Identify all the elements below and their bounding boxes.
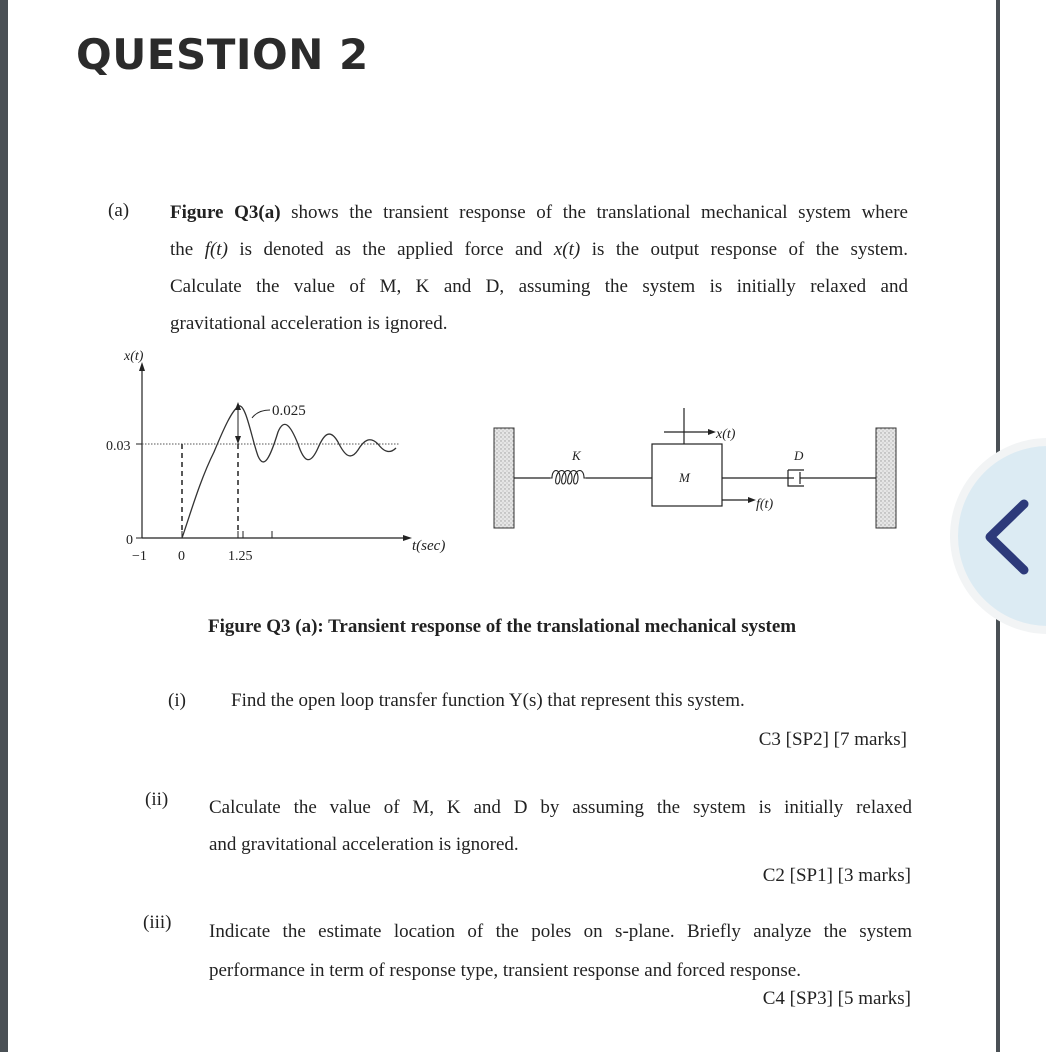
paragraph-line: the f(t) is denoted as the applied force and x(t) is the output response of the system. [170, 239, 909, 260]
spring [550, 471, 586, 485]
force-arrow [748, 497, 756, 503]
x-tick-label: 1.25 [228, 549, 253, 564]
right-wall [876, 428, 896, 528]
question-line: and gravitational acceleration is ignored. [209, 834, 519, 855]
mechanical-diagram [488, 400, 900, 540]
chevron-left-icon [976, 496, 1036, 578]
overshoot-arrow-bottom [235, 436, 241, 444]
question-line: Find the open loop transfer function Y(s) that represent this system. [231, 690, 745, 711]
displacement-label: x(t) [716, 427, 736, 442]
part-a-label: (a) [108, 200, 130, 221]
question-line: Calculate the value of M, K and D by assuming the system is initially relaxed [209, 797, 912, 818]
question-marks: C3 [SP2] [7 marks] [758, 729, 907, 750]
question-text [231, 690, 745, 712]
mass-label: M [679, 470, 690, 485]
page-title: QUESTION 2 [76, 30, 369, 79]
x-tick-label: −1 [132, 549, 147, 564]
y-tick-label: 0.03 [106, 439, 131, 454]
question-text [209, 789, 912, 863]
peak-label-leader [252, 410, 270, 418]
question-number: (ii) [145, 789, 169, 810]
question-number: (i) [168, 690, 186, 711]
part-a-paragraph [170, 194, 908, 342]
question-text [209, 912, 912, 990]
x-axis-arrow [403, 535, 412, 541]
displacement-arrow [708, 429, 716, 435]
question-line: performance in term of response type, transient response and forced response. [209, 960, 801, 981]
damper-label: D [794, 448, 804, 463]
paragraph-line: Calculate the value of M, K and D, assuming the system is initially relaxed and [170, 276, 908, 297]
question-line: Indicate the estimate location of the poles on s-plane. Briefly analyze the system [209, 921, 912, 942]
x-axis-label: t(sec) [412, 538, 446, 554]
question-marks: C2 [SP1] [3 marks] [762, 865, 911, 886]
y-axis-label: x(t) [124, 349, 144, 364]
response-graph [100, 340, 470, 570]
figure-caption: Figure Q3 (a): Transient response of the translational mechanical system [208, 616, 797, 637]
question-number: (iii) [143, 912, 172, 933]
spring-label: K [572, 448, 581, 463]
question-marks: C4 [SP3] [5 marks] [762, 988, 911, 1009]
peak-label: 0.025 [272, 403, 306, 419]
response-curve [182, 406, 396, 538]
paragraph-line: gravitational acceleration is ignored. [170, 313, 448, 334]
left-wall [494, 428, 514, 528]
y-tick-label: 0 [126, 533, 133, 548]
x-tick-label: 0 [178, 549, 185, 564]
page-frame-left [0, 0, 8, 1052]
force-label: f(t) [756, 497, 774, 512]
paragraph-line: Figure Q3(a) shows the transient response of the translational mechanical system where [170, 202, 908, 223]
